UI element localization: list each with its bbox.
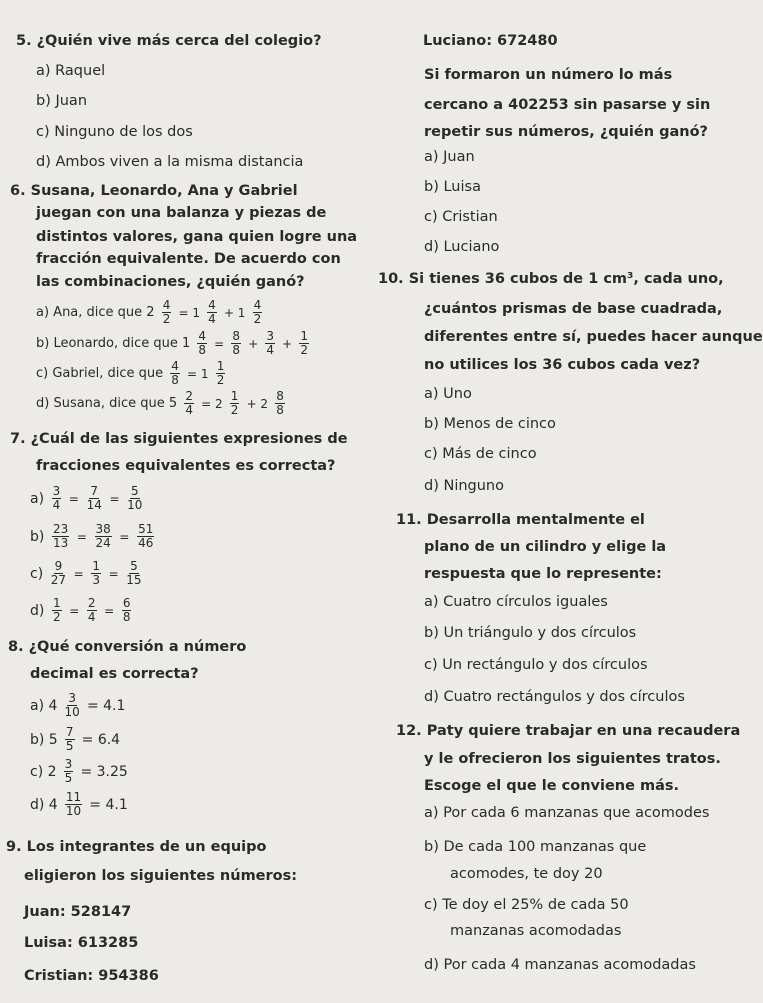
q7-option-c: c) $\frac{9}{27}$ = $\frac{1}{3}$ = $\frac{5}{15}$ — [30, 559, 142, 587]
q12-line: y le ofrecieron los siguientes tratos. — [424, 751, 721, 767]
q11-option-a: a) Cuatro círculos iguales — [424, 594, 608, 610]
q9-line: 9. Los integrantes de un equipo — [6, 839, 267, 855]
q12-line: 12. Paty quiere trabajar en una recaudera — [396, 723, 741, 739]
q10-line: 10. Si tienes 36 cubos de 1 cm³, cada uno, — [378, 271, 724, 287]
q5-option-c: c) Ninguno de los dos — [36, 124, 193, 140]
q7-line: fracciones equivalentes es correcta? — [36, 458, 336, 474]
luciano-line: repetir sus números, ¿quién ganó? — [424, 124, 708, 140]
q6-line: fracción equivalente. De acuerdo con — [36, 251, 341, 267]
q12-option-b-cont: acomodes, te doy 20 — [450, 866, 603, 882]
q6-line: juegan con una balanza y piezas de — [36, 205, 327, 221]
q5-option-b: b) Juan — [36, 93, 88, 109]
q6-option-c: c) Gabriel, dice que $\frac{4}{8}$ = 1 $\frac{1}{2}$ — [36, 359, 225, 387]
q11-line: plano de un cilindro y elige la — [424, 539, 667, 555]
q8-option-d: d) 4 $\frac{11}{10}$ = 4.1 — [30, 790, 128, 818]
q10-option-c: c) Más de cinco — [424, 446, 537, 462]
q6-option-b: b) Leonardo, dice que 1 $\frac{4}{8}$ = $\frac{8}{8}$ + $\frac{3}{4}$ + $\frac{1}{2}$ — [36, 329, 308, 357]
q11-option-b: b) Un triángulo y dos círculos — [424, 625, 637, 641]
q11-option-d: d) Cuatro rectángulos y dos círculos — [424, 689, 685, 705]
q6-line: las combinaciones, ¿quién ganó? — [36, 274, 305, 290]
q12-option-a: a) Por cada 6 manzanas que acomodes — [424, 805, 710, 821]
q6-option-d: d) Susana, dice que 5 $\frac{2}{4}$ = 2 $\frac{1}{2}$ + 2 $\frac{8}{8}$ — [36, 389, 284, 417]
q9-entry-cristian: Cristian: 954386 — [24, 968, 159, 984]
q6-option-a: a) Ana, dice que 2 $\frac{4}{2}$ = 1 $\frac{4}{4}$ + 1 $\frac{4}{2}$ — [36, 298, 262, 326]
q8-line: decimal es correcta? — [30, 666, 199, 682]
q8-line: 8. ¿Qué conversión a número — [8, 639, 247, 655]
q5-option-d: d) Ambos viven a la misma distancia — [36, 154, 304, 170]
q9-entry-luisa: Luisa: 613285 — [24, 935, 139, 951]
luciano-line: Si formaron un número lo más — [424, 67, 673, 83]
q8-option-c: c) 2 $\frac{3}{5}$ = 3.25 — [30, 757, 128, 785]
q10-option-a: a) Uno — [424, 386, 472, 402]
q7-option-b: b) $\frac{23}{13}$ = $\frac{38}{24}$ = $\frac{51}{46}$ — [30, 522, 154, 550]
luciano-option-d: d) Luciano — [424, 239, 500, 255]
q7-line: 7. ¿Cuál de las siguientes expresiones de — [10, 431, 348, 447]
q12-line: Escoge el que le conviene más. — [424, 778, 680, 794]
q11-line: respuesta que lo represente: — [424, 566, 662, 582]
q6-line: distintos valores, gana quien logre una — [36, 229, 358, 245]
luciano-option-a: a) Juan — [424, 149, 475, 165]
luciano-option-c: c) Cristian — [424, 209, 498, 225]
q11-line: 11. Desarrolla mentalmente el — [396, 512, 645, 528]
q8-option-a: a) 4 $\frac{3}{10}$ = 4.1 — [30, 691, 126, 719]
q12-option-b: b) De cada 100 manzanas que — [424, 839, 647, 855]
q10-line: no utilices los 36 cubos cada vez? — [424, 357, 701, 373]
q10-option-b: b) Menos de cinco — [424, 416, 556, 432]
q9-line: eligieron los siguientes números: — [24, 868, 298, 884]
q12-option-d: d) Por cada 4 manzanas acomodadas — [424, 957, 696, 973]
q7-option-a: a) $\frac{3}{4}$ = $\frac{7}{14}$ = $\frac{5}{10}$ — [30, 484, 143, 512]
q9-entry-juan: Juan: 528147 — [24, 904, 132, 920]
q5-option-a: a) Raquel — [36, 63, 106, 79]
luciano-option-b: b) Luisa — [424, 179, 481, 195]
q10-line: diferentes entre sí, puedes hacer aunque — [424, 329, 763, 345]
q8-option-b: b) 5 $\frac{7}{5}$ = 6.4 — [30, 725, 121, 753]
luciano-line: cercano a 402253 sin pasarse y sin — [424, 97, 711, 113]
q12-option-c-cont: manzanas acomodadas — [450, 923, 622, 939]
q12-option-c: c) Te doy el 25% de cada 50 — [424, 897, 629, 913]
q5-question: 5. ¿Quién vive más cerca del colegio? — [16, 33, 322, 49]
q11-option-c: c) Un rectángulo y dos círculos — [424, 657, 648, 673]
q10-line: ¿cuántos prismas de base cuadrada, — [424, 301, 723, 317]
q6-line: 6. Susana, Leonardo, Ana y Gabriel — [10, 183, 298, 199]
luciano-entry: Luciano: 672480 — [423, 33, 558, 49]
q7-option-d: d) $\frac{1}{2}$ = $\frac{2}{4}$ = $\frac{6}{8}$ — [30, 596, 131, 624]
q10-option-d: d) Ninguno — [424, 478, 504, 494]
